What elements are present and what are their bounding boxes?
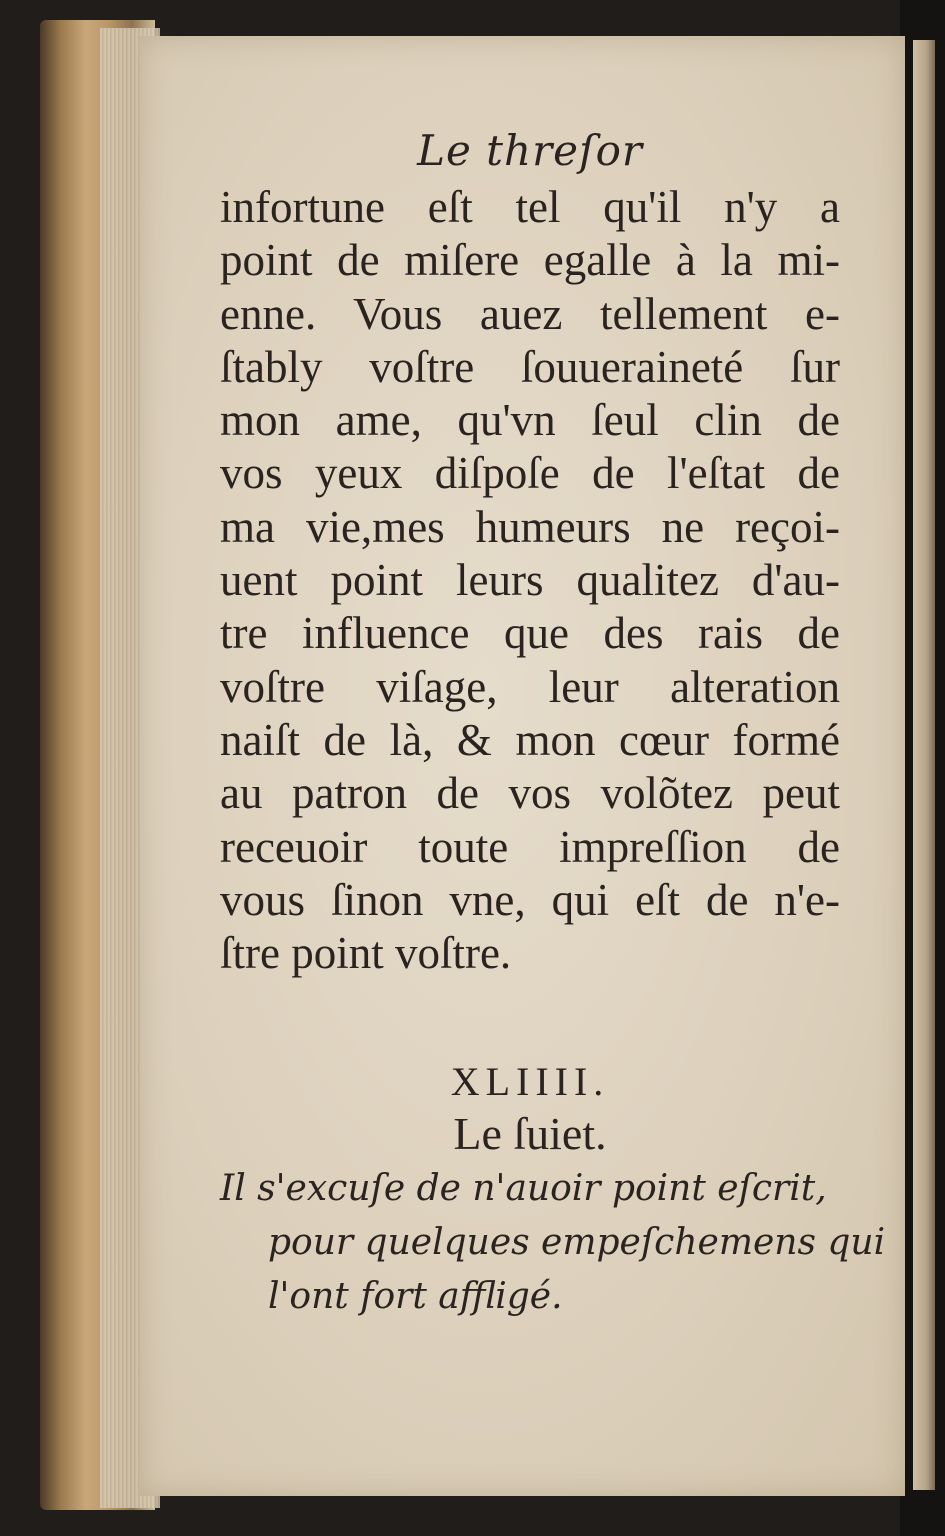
book-page [140,36,905,1496]
facing-page-sliver [913,40,935,1490]
text-line: naiſt de là, & mon cœur formé [220,714,840,765]
body-text [220,181,840,980]
text-line: point de miſere egalle à la mi- [220,235,840,286]
text-line: ma vie,mes humeurs ne reçoi- [220,501,840,552]
text-line: ſtably voſtre ſouueraineté ſur [220,341,840,392]
section-number: XLIIII. [450,1059,610,1105]
section-argument [220,1162,886,1324]
text-line: mon ame, qu'vn ſeul clin de [220,395,840,446]
text-line: vous ſinon vne, qui eſt de n'e- [220,874,840,925]
text-line: vos yeux diſpoſe de l'eſtat de [220,448,840,499]
text-line: uent point leurs qualitez d'au- [220,555,840,606]
page-content [220,126,886,1324]
argument-line: pour quelques empeſchemens qui [268,1222,886,1264]
text-line: ſtre point voſtre. [220,928,512,979]
text-line: receuoir toute impreſſion de [220,821,840,872]
section-title: Le ſuiet. [453,1108,607,1160]
text-line: au patron de vos volõtez peut [220,768,840,819]
argument-line: Il s'excuſe de n'auoir point eſcrit, [220,1168,827,1210]
argument-line: l'ont fort affligé. [268,1276,563,1318]
text-line: infortune eſt tel qu'il n'y a [220,182,840,232]
text-line: tre influence que des rais de [220,608,840,659]
text-line: voſtre viſage, leur alteration [220,661,840,712]
running-head: Le threſor [417,126,643,175]
text-line: enne. Vous auez tellement e- [220,288,840,339]
